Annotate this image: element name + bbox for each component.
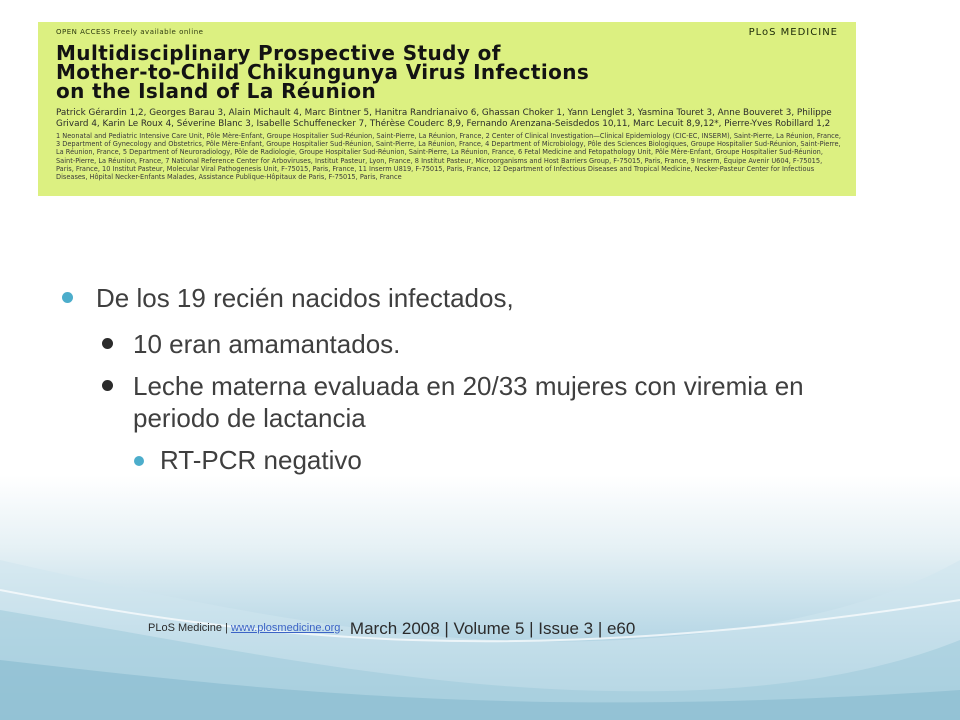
- bullet-text: RT-PCR negativo: [160, 445, 362, 475]
- article-authors: Patrick Gérardin 1,2, Georges Barau 3, Alain Michault 4, Marc Bintner 5, Hanitra Randrianaivo 6, Ghassan Choker 1, Yann Lenglet 3, Yasmina Touret 3, Anne Bouveret 3, Philippe Grivard 4, Karin Le Roux 4, Séverine Blanc 3, Isabelle Schuffenecker 7, Thérèse Couderc 8,9, Fernando Arenzana-Seisdedos 10,11, Marc Lecuit 8,9,12*, Pierre-Yves Robillard 1,2: [56, 108, 832, 129]
- citation-footer: PLoS Medicine | www.plosmedicine.org. March 2008 | Volume 5 | Issue 3 | e60: [148, 619, 636, 638]
- bullet-item: [60, 328, 890, 360]
- open-access-tag: OPEN ACCESS Freely available online: [56, 28, 204, 36]
- bullet-item: [60, 444, 890, 476]
- bullet-dot-icon: [102, 338, 113, 349]
- article-title-line: Mother-to-Child Chikungunya Virus Infections: [56, 60, 590, 84]
- bullet-dot-icon: [134, 456, 144, 466]
- bullet-item: [60, 282, 890, 314]
- bullet-text: Leche materna evaluada en 20/33 mujeres con viremia en periodo de lactancia: [133, 371, 804, 433]
- bullet-dot-icon: [62, 292, 73, 303]
- bullet-item: [60, 370, 890, 434]
- article-title-line: Multidisciplinary Prospective Study of: [56, 41, 501, 65]
- journal-logo: PLoS MEDICINE: [748, 27, 838, 38]
- article-title-line: on the Island of La Réunion: [56, 79, 377, 103]
- article-affiliations: 1 Neonatal and Pediatric Intensive Care Unit, Pôle Mère-Enfant, Groupe Hospitalier Sud-Réunion, Saint-Pierre, La Réunion, France, 2 Center of Clinical Investigation—Clinical Epidemiology (CIC-EC, INSERM), Saint-Pierre, La Réunion, France, 3 Department of Gynecology and Obstetrics, Pôle Mère-Enfant, Groupe Hospitalier Sud-Réunion, Saint-Pierre, La Réunion, France, 4 Department of Microbiology, Pôle des Sciences Biologiques, Groupe Hospitalier Sud-Réunion, Saint-Pierre, La Réunion, France, 5 Department of Neuroradiology, Pôle de Radiologie, Groupe Hospitalier Sud-Réunion, Saint-Pierre, La Réunion, France, 6 Fetal Medicine and Fetopathology Unit, Pôle Mère-Enfant, Groupe Hospitalier Sud-Réunion, Saint-Pierre, La Réunion, France, 7 National Reference Center for Arboviruses, Institut Pasteur, Lyon, France, 8 Institut Pasteur, Microorganisms and Host Barriers Group, F-75015, Paris, France, 9 Inserm, Équipe Avenir U604, F-75015, Paris, France, 10 Institut Pasteur, Molecular Viral Pathogenesis Unit, F-75015, Paris, France, 11 Inserm U819, F-75015, Paris, France, 12 Department of Infectious Diseases and Tropical Medicine, Necker-Pasteur Center for Infectious Diseases, Hôpital Necker-Enfants Malades, Assistance Publique-Hôpitaux de Paris, F-75015, Paris, France: [56, 132, 841, 182]
- article-header-image: [38, 22, 856, 196]
- bullet-dot-icon: [102, 380, 113, 391]
- bullet-list: [60, 282, 890, 476]
- bullet-text: De los 19 recién nacidos infectados,: [96, 283, 514, 313]
- bullet-text: 10 eran amamantados.: [133, 329, 401, 359]
- footer-journal: PLoS Medicine |: [148, 622, 231, 634]
- footer-citation: March 2008 | Volume 5 | Issue 3 | e60: [349, 619, 636, 638]
- article-title: [56, 41, 842, 103]
- footer-url-link[interactable]: www.plosmedicine.org: [230, 622, 341, 634]
